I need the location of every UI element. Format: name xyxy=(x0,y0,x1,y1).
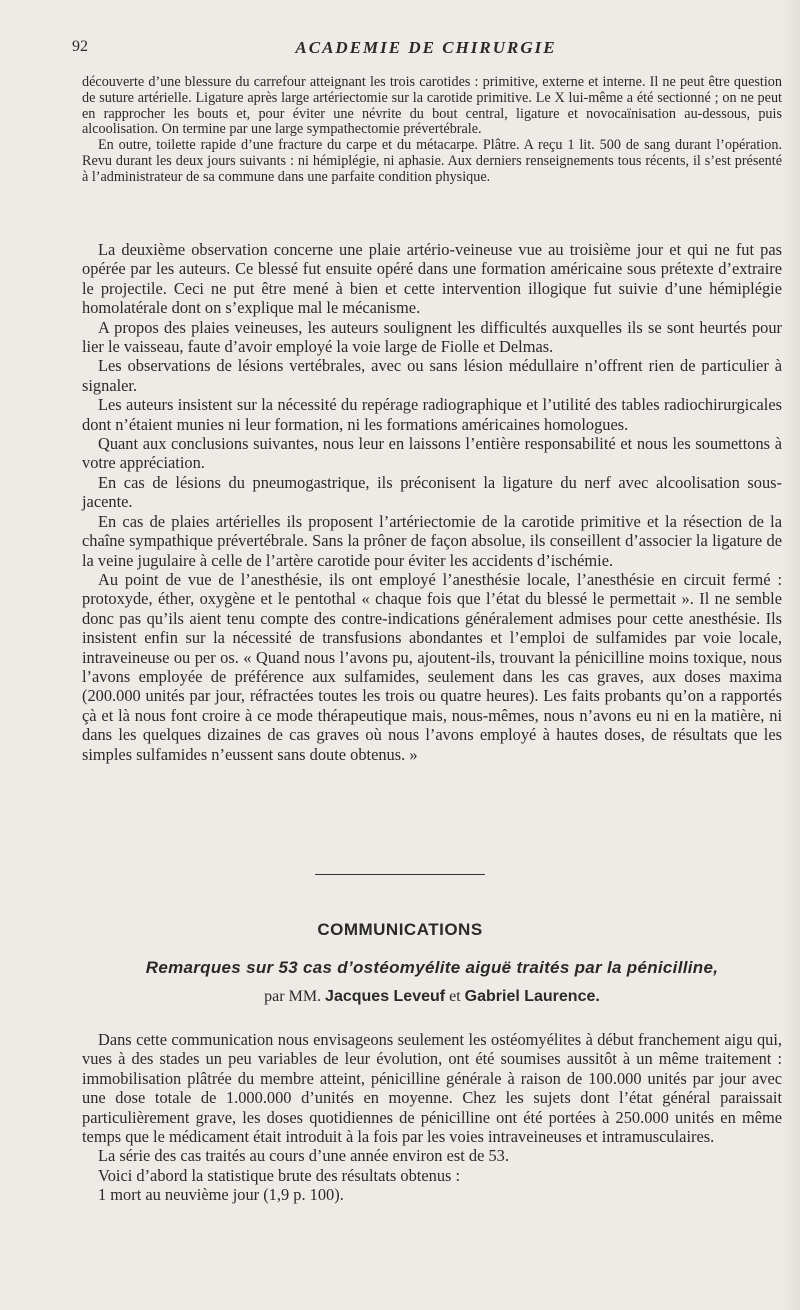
page-edge-shadow xyxy=(782,0,800,1310)
section-divider xyxy=(315,874,485,875)
page-header xyxy=(70,38,782,60)
paragraph: En cas de lésions du pneumogastrique, ils préconisent la ligature du nerf avec alcoolisation sous-jacente. xyxy=(82,472,782,512)
observation-continuation xyxy=(82,75,782,186)
running-title: ACADEMIE DE CHIRURGIE xyxy=(295,38,557,57)
section-heading: COMMUNICATIONS xyxy=(317,920,483,939)
byline-conjunction: et xyxy=(449,988,461,1005)
paragraph: Dans cette communication nous envisageons seulement les ostéomyélites à début franchement aigu qui, vues à des stades un peu variables de leur évolution, ont été soumises aussitôt à un même traitement : immobilisation plâtrée du membre atteint, pénicilline générale à raison de 100.000 unités par jour avec une dose totale de 1.000.000 d’unités en moyenne. Chez les sujets dont l’état général paraissait particulièrement grave, les doses quotidiennes de pénicilline ont été portées à 250.000 unités en même temps que le médicament était introduit à la fois par les voies intraveineuses et intramusculaires. xyxy=(82,1030,782,1147)
author-name: Jacques Leveuf xyxy=(325,988,446,1005)
paragraph: découverte d’une blessure du carrefour atteignant les trois carotides : primitive, externe et interne. Il ne peut être question de suture artérielle. Ligature après large artériectomie sur la carotide primitive. Le X lui-même a été sectionné ; on ne peut en rapprocher les bouts et, pour éviter une névrite du bout central, ligature et novocaïnisation au-dessous, puis alcoolisation. On termine par une large sympathectomie prévertébrale. xyxy=(82,74,782,138)
paragraph: En outre, toilette rapide d’une fracture du carpe et du métacarpe. Plâtre. A reçu 1 lit. 500 de sang durant l’opération. Revu durant les deux jours suivants : ni hémiplégie, ni aphasie. Aux derniers renseignements tous récents, il s’est présenté à l’administrateur de sa commune dans une parfaite condition physique. xyxy=(82,137,782,185)
article-title: Remarques sur 53 cas d’ostéomyélite aiguë traités par la pénicilline, xyxy=(145,958,719,977)
paragraph: Au point de vue de l’anesthésie, ils ont employé l’anesthésie locale, l’anesthésie en circuit fermé : protoxyde, éther, oxygène et le pentothal « chaque fois que l’état du blessé le permettait ». Il ne semble donc pas qu’ils aient tenu compte des contre-indications généralement admises pour cette anesthésie. Ils insistent enfin sur la nécessité de transfusions abondantes et l’emploi de sulfamides par voie locale, intraveineuse ou per os. « Quand nous l’avons pu, ajoutent-ils, trouvant la pénicilline moins toxique, nous l’avons employée de préférence aux sulfamides, seulement dans les cas graves, aux doses maxima (200.000 unités par jour, réfractées toutes les trois ou quatre heures). Les faits probants qu’on a rapportés çà et là nous font croire à ce mode thérapeutique mais, nous-mêmes, nous n’avons eu ni en la matière, ni dans les quelques dizaines de cas graves où nous l’avons employé à hautes doses, de résultats que les simples sulfamides n’eussent sans doute obtenus. » xyxy=(82,569,782,764)
byline-prefix: par MM. xyxy=(264,988,322,1005)
paragraph: Les auteurs insistent sur la nécessité du repérage radiographique et l’utilité des tables radiochirurgicales dont n’étaient munies ni leur formation, ni les formations américaines homologues. xyxy=(82,395,782,434)
page-number: 92 xyxy=(72,38,88,55)
paragraph: Les observations de lésions vertébrales, avec ou sans lésion médullaire n’offrent rien de particulier à signaler. xyxy=(82,356,782,395)
report-body xyxy=(82,240,782,764)
paragraph: Quant aux conclusions suivantes, nous leur en laissons l’entière responsabilité et nous les soumettons à votre appréciation. xyxy=(82,434,782,473)
paragraph: En cas de plaies artérielles ils proposent l’artériectomie de la carotide primitive et la résection de la chaîne sympathique prévertébrale. Sans la prôner de façon absolue, ils conseillent d’associer la ligature de la veine jugulaire à celle de l’artère carotide pour éviter les accidents d’ischémie. xyxy=(82,511,782,570)
byline xyxy=(82,988,782,1006)
paragraph: La deuxième observation concerne une plaie artério-veineuse vue au troisième jour et qui ne fut pas opérée par les auteurs. Ce blessé fut ensuite opéré dans une formation américaine sous prétexte d’extraire le projectile. Ceci ne put être mené à bien et cette intervention illogique fut suivie d’une hémiplégie homolatérale dont on s’explique mal le mécanisme. xyxy=(82,240,782,318)
author-name: Gabriel Laurence. xyxy=(464,988,600,1005)
paragraph: Voici d’abord la statistique brute des résultats obtenus : xyxy=(98,1165,461,1185)
paragraph: La série des cas traités au cours d’une année environ est de 53. xyxy=(98,1146,509,1166)
article-body xyxy=(82,1030,782,1205)
paragraph: A propos des plaies veineuses, les auteurs soulignent les difficultés auxquelles ils se sont heurtés pour lier le vaisseau, faute d’avoir employé la voie large de Fiolle et Delmas. xyxy=(82,317,782,357)
paragraph: 1 mort au neuvième jour (1,9 p. 100). xyxy=(98,1185,344,1205)
